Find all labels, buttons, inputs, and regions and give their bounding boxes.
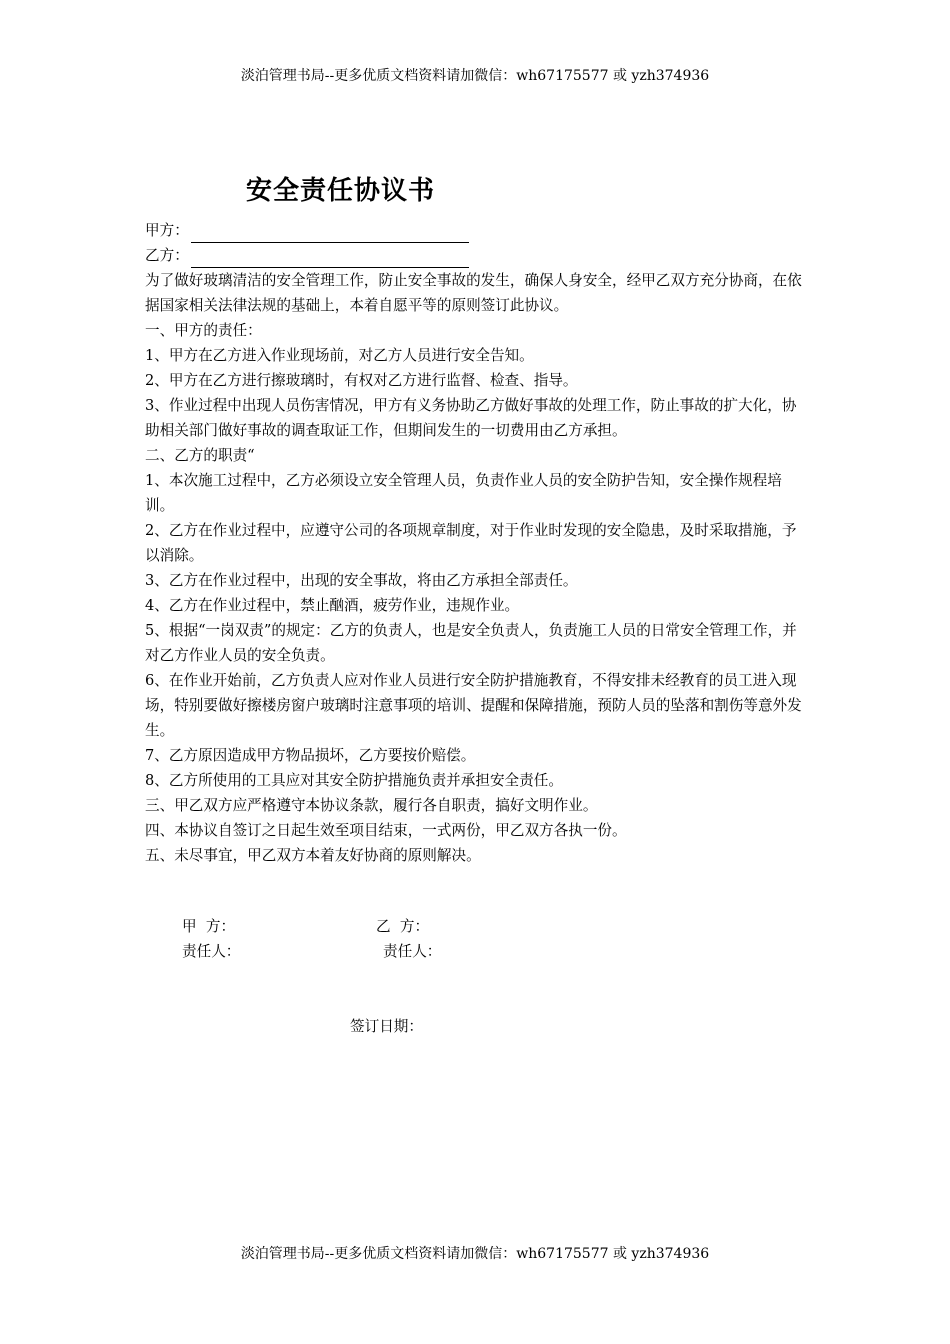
section-2-item: 5、根据“一岗双责”的规定：乙方的负责人，也是安全负责人，负责施工人员的日常安全管理工作，并对乙方作业人员的安全负责。 — [145, 622, 797, 664]
party-a-line — [145, 218, 810, 243]
section-1-item: 3、作业过程中出现人员伤害情况，甲方有义务协助乙方做好事故的处理工作，防止事故的扩大化，协助相关部门做好事故的调查取证工作，但期间发生的一切费用由乙方承担。 — [145, 397, 797, 439]
section-1-heading: 一、甲方的责任： — [145, 322, 262, 339]
party-a-label: 甲方： — [145, 222, 189, 239]
signature-person-b-label: 责任人： — [383, 943, 442, 960]
signing-date-label: 签订日期： — [350, 1018, 423, 1035]
section-1-item: 2、甲方在乙方进行擦玻璃时，有权对乙方进行监督、检查、指导。 — [145, 372, 578, 389]
document-title: 安全责任协议书 — [246, 176, 436, 206]
section-2-item: 4、乙方在作业过程中，禁止酗酒，疲劳作业，违规作业。 — [145, 597, 520, 614]
page-header-watermark: 淡泊管理书局--更多优质文档资料请加微信：wh67175577 或 yzh374936 — [240, 68, 710, 84]
section-2-item: 1、本次施工过程中，乙方必须设立安全管理人员，负责作业人员的安全防护告知，安全操作规程培训。 — [145, 472, 782, 514]
signature-party-a-label: 甲 方： — [182, 918, 236, 935]
section-2-item: 2、乙方在作业过程中，应遵守公司的各项规章制度，对于作业时发现的安全隐患，及时采取措施，予以消除。 — [145, 522, 797, 564]
agreement-body — [145, 218, 810, 868]
party-a-blank — [191, 226, 469, 243]
section-2-item: 6、在作业开始前，乙方负责人应对作业人员进行安全防护措施教育，不得安排未经教育的员工进入现场，特别要做好擦楼房窗户玻璃时注意事项的培训、提醒和保障措施，预防人员的坠落和割伤等意外发生。 — [145, 672, 802, 739]
section-2-item: 7、乙方原因造成甲方物品损坏，乙方要按价赔偿。 — [145, 747, 476, 764]
page-footer-watermark: 淡泊管理书局--更多优质文档资料请加微信：wh67175577 或 yzh374936 — [240, 1246, 710, 1262]
section-1-item: 1、甲方在乙方进入作业现场前，对乙方人员进行安全告知。 — [145, 347, 534, 364]
party-b-blank — [191, 251, 469, 268]
intro-paragraph: 为了做好玻璃清洁的安全管理工作，防止安全事故的发生，确保人身安全，经甲乙双方充分协商，在依据国家相关法律法规的基础上，本着自愿平等的原则签订此协议。 — [145, 272, 802, 314]
section-2-item: 3、乙方在作业过程中，出现的安全事故，将由乙方承担全部责任。 — [145, 572, 578, 589]
section-3-paragraph: 三、甲乙双方应严格遵守本协议条款，履行各自职责，搞好文明作业。 — [145, 797, 598, 814]
signature-person-a-label: 责任人： — [182, 943, 241, 960]
section-5-paragraph: 五、未尽事宜，甲乙双方本着友好协商的原则解决。 — [145, 847, 481, 864]
signature-party-b-label: 乙 方： — [376, 918, 430, 935]
party-b-line — [145, 243, 810, 268]
section-2-heading: 二、乙方的职责“ — [145, 447, 255, 464]
section-4-paragraph: 四、本协议自签订之日起生效至项目结束，一式两份，甲乙双方各执一份。 — [145, 822, 627, 839]
party-b-label: 乙方： — [145, 247, 189, 264]
section-2-item: 8、乙方所使用的工具应对其安全防护措施负责并承担安全责任。 — [145, 772, 563, 789]
